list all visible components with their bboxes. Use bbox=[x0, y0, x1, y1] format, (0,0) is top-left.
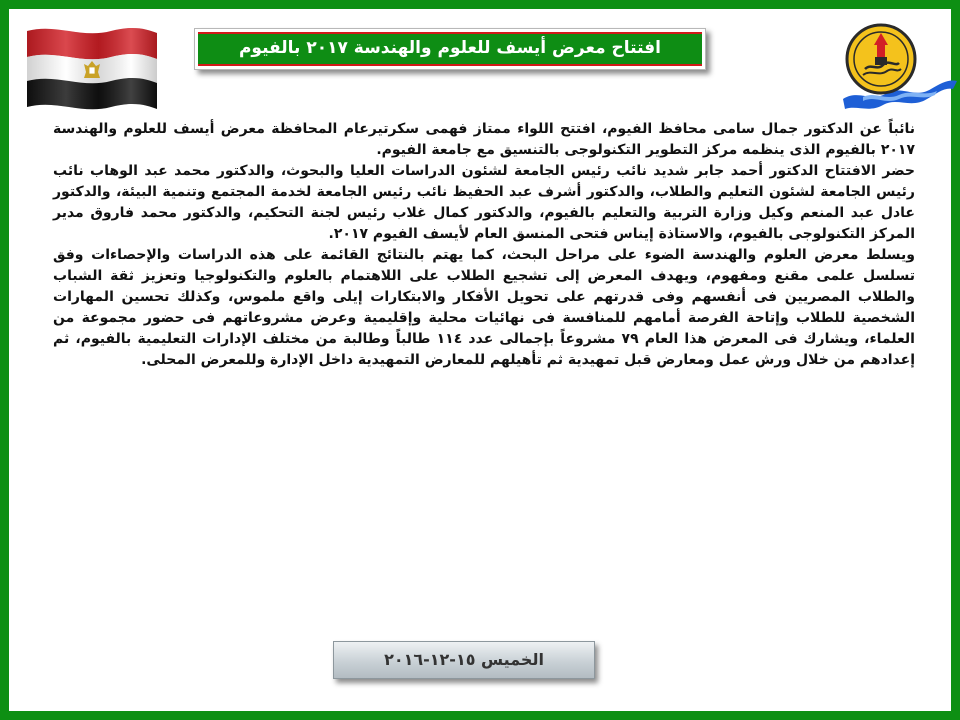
fayoum-governorate-emblem bbox=[841, 19, 959, 119]
headline-title: افتتاح معرض أيسف للعلوم والهندسة ٢٠١٧ بالفيوم bbox=[198, 32, 702, 66]
egypt-flag-icon bbox=[21, 21, 161, 115]
date-badge bbox=[333, 641, 595, 679]
article-paragraph: نائباً عن الدكتور جمال سامى محافظ الفيوم، افتتح اللواء ممتاز فهمى سكرتيرعام المحافظة معرض أيسف للعلوم والهندسة ٢٠١٧ بالفيوم الذى ينظمه مركز التطوير التكنولوجى بالتنسيق مع جامعة الفيوم. bbox=[53, 121, 915, 158]
date-label: الخميس ١٥-١٢-٢٠١٦ bbox=[384, 650, 544, 669]
article-paragraph: ويسلط معرض العلوم والهندسة الضوء على مراحل البحث، كما يهتم بالنتائج القائمة على هذه الدراسات والإحصاءات وفق تسلسل علمى مقنع ومفهوم، ويهدف المعرض إلى تشجيع الطلاب على اللاهتمام بالعلوم والتكنولوجيا وتعزيز ثقة الشباب والطلاب المصريين فى أنفسهم وفى قدرتهم على تحويل الأفكار والابتكارات إيلى واقع ملموس، وكذلك تحسين المهارات الشخصية للطلاب وإتاحة الفرصة أمامهم للمنافسة فى نهائيات محلية وإقليمية وعرض مشروعاتهم فى حضور مجموعة من العلماء، ويشارك فى المعرض هذا العام ٧٩ مشروعاً بإجمالى عدد ١١٤ طالباً وطالبة من مختلف الإدارات التعليمية بالفيوم، ثم إعدادهم من خلال ورش عمل ومعارض قبل تمهيدية ثم تأهيلهم للمعارض التمهيدية داخل الإدارة وللمعرض المحلى. bbox=[53, 247, 915, 368]
article-paragraph: حضر الافتتاح الدكتور أحمد جابر شديد نائب رئيس الجامعة لشئون الدراسات العليا والبحوث، والدكتور محمد عبد الوهاب نائب رئيس الجامعة لشئون التعليم والطلاب، والدكتور أشرف عبد الحفيظ نائب رئيس الجامعة لخدمة المجتمع وتنمية البيئة، والدكتور عادل عبد المنعم وكيل وزارة التربية والتعليم بالفيوم، والدكتور كمال غلاب رئيس لجنة التحكيم، والدكتور محمد فاروق مدير المركز التكنولوجى بالفيوم، والاستاذة إيناس فتحى المنسق العام لأيسف الفيوم ٢٠١٧. bbox=[53, 163, 915, 242]
headline-banner bbox=[194, 28, 706, 70]
article-body bbox=[53, 119, 915, 371]
